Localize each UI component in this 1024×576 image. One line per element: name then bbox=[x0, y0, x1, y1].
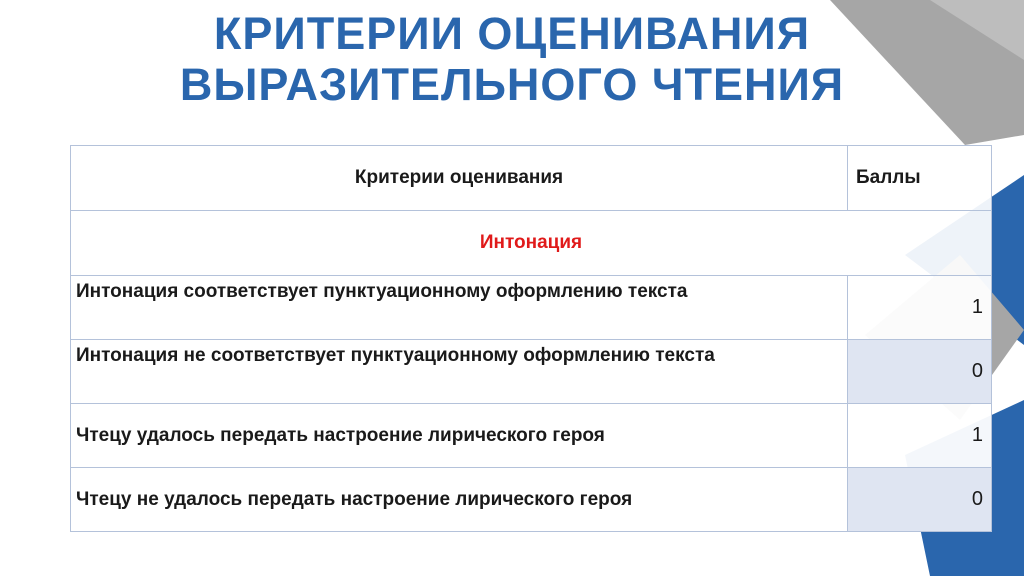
header-criteria: Критерии оценивания bbox=[71, 146, 848, 211]
criterion-cell: Интонация не соответствует пунктуационному оформлению текста bbox=[71, 340, 848, 404]
points-cell: 1 bbox=[848, 404, 992, 468]
section-row bbox=[71, 211, 992, 276]
points-cell: 0 bbox=[848, 340, 992, 404]
criteria-table bbox=[70, 145, 992, 532]
criterion-cell: Интонация соответствует пунктуационному оформлению текста bbox=[71, 276, 848, 340]
section-label: Интонация bbox=[71, 211, 992, 276]
criterion-cell: Чтецу не удалось передать настроение лирического героя bbox=[71, 468, 848, 532]
table-header-row bbox=[71, 146, 992, 211]
points-cell: 1 bbox=[848, 276, 992, 340]
table-row bbox=[71, 276, 992, 340]
criterion-cell: Чтецу удалось передать настроение лирического героя bbox=[71, 404, 848, 468]
points-cell: 0 bbox=[848, 468, 992, 532]
table-row bbox=[71, 468, 992, 532]
slide-title bbox=[0, 8, 1024, 110]
title-line-2: ВЫРАЗИТЕЛЬНОГО ЧТЕНИЯ bbox=[179, 59, 845, 110]
table-row bbox=[71, 340, 992, 404]
table-row bbox=[71, 404, 992, 468]
header-points: Баллы bbox=[848, 146, 992, 211]
title-line-1: КРИТЕРИИ ОЦЕНИВАНИЯ bbox=[213, 8, 811, 59]
